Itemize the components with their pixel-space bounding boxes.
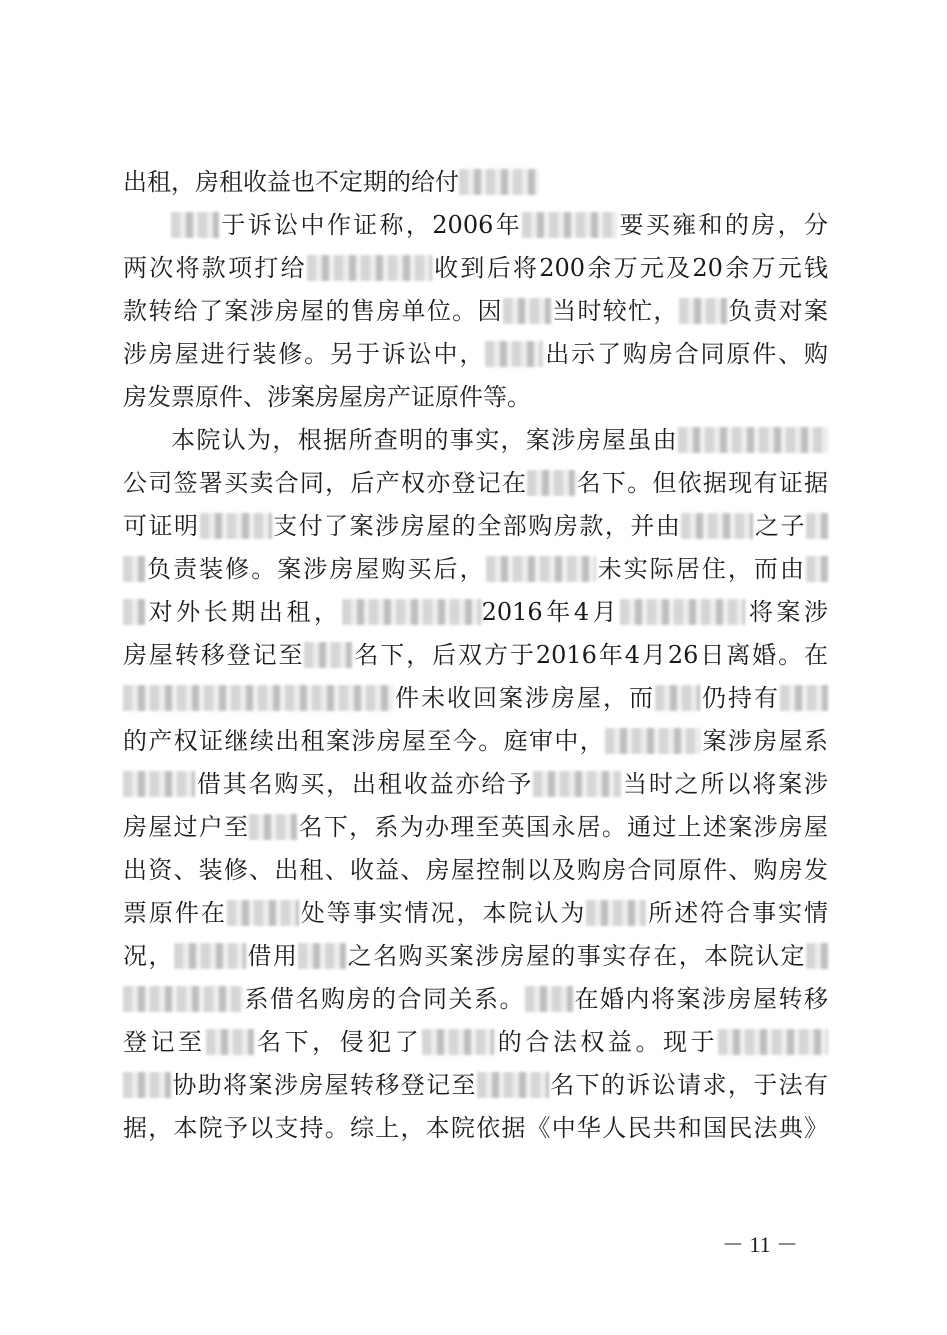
redaction-block	[806, 943, 828, 969]
text-segment: 登记至	[123, 1028, 206, 1056]
redaction-block	[123, 1072, 171, 1098]
text-line	[123, 1106, 828, 1150]
text-line	[123, 1020, 828, 1064]
text-line	[123, 1063, 828, 1107]
text-line	[123, 805, 828, 849]
redaction-block	[422, 1029, 494, 1055]
text-line	[123, 547, 828, 591]
text-segment: 收到后将200余万元及20余万元钱	[431, 254, 828, 282]
redaction-block	[459, 169, 539, 195]
text-segment: 出资、装修、出租、收益、房屋控制以及购房合同原件、购房发	[123, 856, 828, 884]
text-line	[171, 203, 828, 247]
redaction-block	[171, 212, 219, 238]
text-line	[123, 461, 828, 505]
text-segment: 负责对案	[726, 297, 829, 325]
redaction-block	[485, 341, 543, 367]
text-segment: 处等事实情况，本院认为	[298, 899, 587, 927]
text-segment: 当时较忙，	[550, 297, 679, 325]
redaction-block	[605, 728, 701, 754]
redaction-block	[307, 255, 432, 281]
redaction-block	[298, 943, 346, 969]
text-segment: 之名购买案涉房屋的事实存在，本院认定	[346, 942, 807, 970]
redaction-block	[486, 556, 596, 582]
redaction-block	[678, 427, 828, 453]
text-segment: 在婚内将案涉房屋转移	[573, 985, 828, 1013]
redaction-block	[123, 685, 393, 711]
text-segment: 之子	[753, 512, 807, 540]
text-segment: 出租，房租收益也不定期的给付	[123, 168, 459, 196]
text-segment: 系借名购房的合同关系。	[243, 985, 525, 1013]
redaction-block	[342, 599, 482, 625]
redaction-block	[806, 556, 828, 582]
redaction-block	[123, 986, 243, 1012]
text-line	[123, 891, 828, 935]
text-segment: 房屋过户至	[123, 813, 250, 841]
text-segment: 款转给了案涉房屋的售房单位。因	[123, 297, 503, 325]
text-segment: 于诉讼中作证称，2006年	[219, 211, 523, 239]
text-segment: 本院认为，根据所查明的事实，案涉房屋虽由	[171, 426, 678, 454]
text-segment: 将案涉	[745, 598, 828, 626]
text-line	[123, 590, 828, 634]
text-segment: 协助将案涉房屋转移登记至	[171, 1071, 477, 1099]
text-segment: 所述符合事实情	[646, 899, 829, 927]
text-segment: 案涉房屋系	[701, 727, 828, 755]
text-line	[123, 934, 828, 978]
text-segment: 的合法权益。现于	[494, 1028, 719, 1056]
text-segment: 公司签署买卖合同，后产权亦登记在	[123, 469, 528, 497]
text-segment: 借其名购买，出租收益亦给予	[195, 770, 534, 798]
text-line	[123, 289, 828, 333]
redaction-block	[477, 1072, 549, 1098]
text-segment: 负责装修。案涉房屋购买后，	[145, 555, 486, 583]
redaction-block	[525, 986, 573, 1012]
text-segment: 据，本院予以支持。综上，本院依据《中华人民共和国民法典》	[123, 1114, 828, 1142]
redaction-block	[586, 900, 646, 926]
redaction-block	[681, 513, 753, 539]
text-line	[123, 504, 828, 548]
text-segment: 2016年4月	[481, 598, 621, 626]
redaction-block	[123, 599, 145, 625]
redaction-block	[206, 1029, 254, 1055]
text-segment: 的产权证继续出租案涉房屋至今。庭审中，	[123, 727, 606, 755]
redaction-block	[533, 771, 621, 797]
text-line	[123, 848, 828, 892]
redaction-block	[123, 556, 145, 582]
text-segment: 当时之所以将案涉	[621, 770, 829, 798]
text-segment: 要买雍和的房，分	[617, 211, 829, 239]
text-segment: 可证明	[123, 512, 200, 540]
text-segment: 况，	[123, 942, 174, 970]
redaction-block	[718, 1029, 828, 1055]
text-segment: 两次将款项打给	[123, 254, 307, 282]
redaction-block	[200, 513, 272, 539]
text-line	[123, 375, 828, 419]
text-segment: 票原件在	[123, 899, 227, 927]
redaction-block	[527, 470, 575, 496]
text-segment: 名下，侵犯了	[253, 1028, 423, 1056]
text-segment: 对外长期出租，	[145, 598, 342, 626]
text-segment: 名下，系为办理至英国永居。通过上述案涉房屋	[297, 813, 829, 841]
redaction-block	[780, 685, 828, 711]
text-segment: 件未收回案涉房屋，而	[393, 684, 655, 712]
redaction-block	[620, 599, 745, 625]
redaction-block	[227, 900, 299, 926]
text-segment: 房发票原件、涉案房屋房产证原件等。	[123, 383, 531, 411]
text-segment: 支付了案涉房屋的全部购房款，并由	[271, 512, 682, 540]
redaction-block	[679, 298, 727, 324]
text-segment: 名下的诉讼请求，于法有	[548, 1071, 828, 1099]
redaction-block	[806, 513, 828, 539]
text-segment: 未实际居住，而由	[595, 555, 807, 583]
redaction-block	[123, 771, 195, 797]
text-line	[123, 676, 828, 720]
text-segment: 仍持有	[700, 684, 780, 712]
redaction-block	[304, 642, 352, 668]
text-line	[123, 719, 828, 763]
text-segment: 借用	[245, 942, 299, 970]
text-line	[123, 977, 828, 1021]
redaction-block	[174, 943, 246, 969]
text-line	[123, 633, 828, 677]
page-number: － 11 －	[721, 1232, 799, 1257]
text-line	[123, 160, 828, 204]
text-segment: 名下，后双方于2016年4月26日离婚。在	[352, 641, 828, 669]
redaction-block	[522, 212, 617, 238]
text-line	[171, 418, 828, 462]
text-line	[123, 246, 828, 290]
redaction-block	[503, 298, 551, 324]
redaction-block	[249, 814, 297, 840]
text-segment: 名下。但依据现有证据	[575, 469, 829, 497]
text-segment: 涉房屋进行装修。另于诉讼中，	[123, 340, 486, 368]
text-line	[123, 762, 828, 806]
text-line	[123, 332, 828, 376]
text-segment: 出示了购房合同原件、购	[543, 340, 829, 368]
text-segment: 房屋转移登记至	[123, 641, 305, 669]
redaction-block	[655, 685, 700, 711]
